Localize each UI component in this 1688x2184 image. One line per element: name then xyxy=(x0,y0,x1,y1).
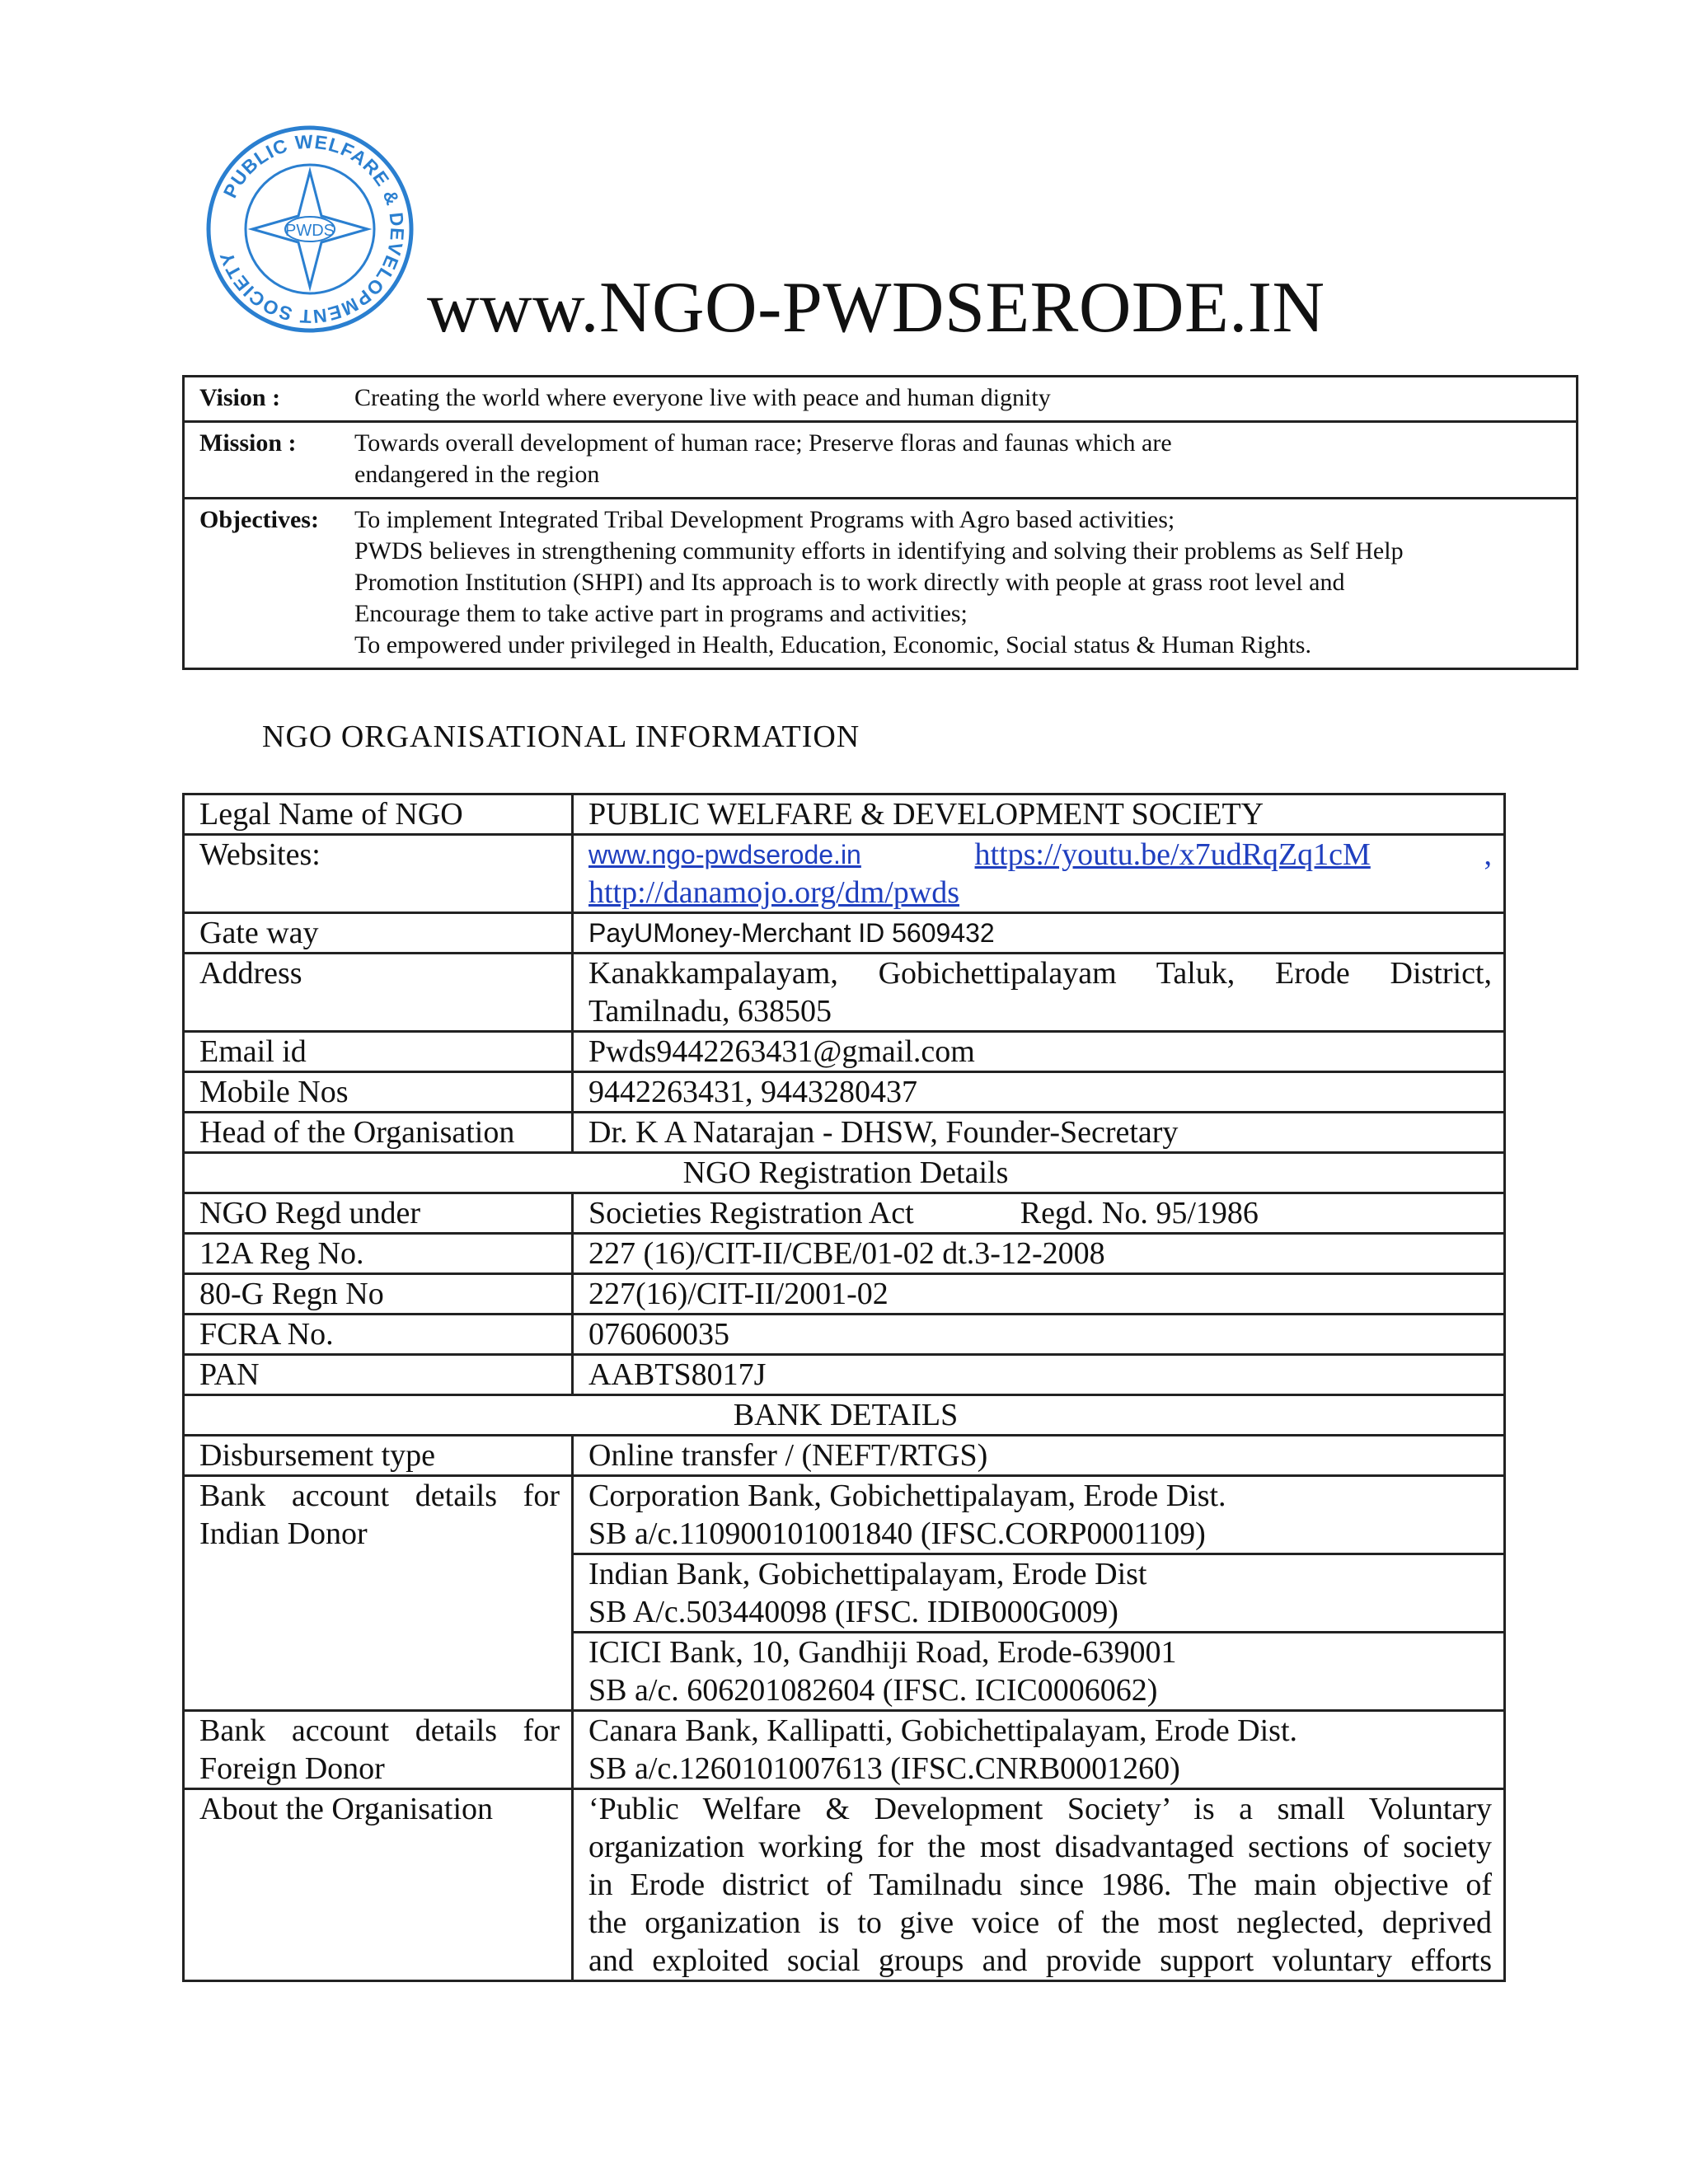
objectives-line: Promotion Institution (SHPI) and Its approach is to work directly with people at grass root level and xyxy=(354,569,1345,596)
table-row xyxy=(184,954,1505,1032)
head-value: Dr. K A Natarajan - DHSW, Founder-Secretary xyxy=(573,1113,1505,1153)
logo-center-text: PWDS xyxy=(285,222,335,240)
objectives-line: Encourage them to take active part in programs and activities; xyxy=(354,600,968,627)
table-row xyxy=(184,1032,1505,1072)
website-link-main[interactable]: www.ngo-pwdserode.in xyxy=(588,840,861,869)
indian-donor-label-line: Bank account details for xyxy=(199,1479,560,1513)
bank-line: SB a/c.110900101001840 (IFSC.CORP0001109) xyxy=(588,1516,1206,1551)
table-row xyxy=(184,835,1505,913)
table-row xyxy=(184,1072,1505,1113)
indian-donor-label xyxy=(184,1476,573,1711)
indian-donor-label-line: Indian Donor xyxy=(199,1516,368,1551)
bank-line: SB A/c.503440098 (IFSC. IDIB000G009) xyxy=(588,1595,1118,1629)
vision-mission-table xyxy=(182,375,1578,670)
table-row xyxy=(184,794,1505,835)
address-line: Tamilnadu, 638505 xyxy=(588,994,832,1029)
foreign-bank xyxy=(573,1711,1505,1789)
foreign-donor-label-line: Bank account details for xyxy=(199,1713,560,1748)
pan-value: AABTS8017J xyxy=(573,1355,1505,1395)
bank-heading: BANK DETAILS xyxy=(184,1395,1505,1436)
site-title: www.NGO-PWDSERODE.IN xyxy=(427,268,1325,348)
reg80g-value: 227(16)/CIT-II/2001-02 xyxy=(573,1274,1505,1315)
legal-name-label: Legal Name of NGO xyxy=(184,794,573,835)
mission-line: Towards overall development of human race; Preserve floras and faunas which are xyxy=(354,429,1172,457)
pwds-logo xyxy=(204,124,415,335)
about-line: organization working for the most disadvantaged sections of society xyxy=(588,1830,1492,1864)
reg80g-label: 80-G Regn No xyxy=(184,1274,573,1315)
email-label: Email id xyxy=(184,1032,573,1072)
email-value: Pwds9442263431@gmail.com xyxy=(573,1032,1505,1072)
table-row xyxy=(184,1436,1505,1476)
foreign-donor-label xyxy=(184,1711,573,1789)
website-link-youtube[interactable]: https://youtu.be/x7udRqZq1cM xyxy=(974,837,1371,872)
reg12a-value: 227 (16)/CIT-II/CBE/01-02 dt.3-12-2008 xyxy=(573,1234,1505,1274)
objectives-text xyxy=(340,499,1578,669)
about-line: ‘Public Welfare & Development Society’ is a small Voluntary xyxy=(588,1792,1492,1826)
table-row xyxy=(184,1274,1505,1315)
about-line: the organization is to give voice of the most neglected, deprived xyxy=(588,1905,1492,1940)
table-row xyxy=(184,913,1505,954)
org-info-table xyxy=(182,793,1506,1982)
table-row xyxy=(184,1395,1505,1436)
about-label: About the Organisation xyxy=(184,1789,573,1981)
bank-line: SB a/c.1260101007613 (IFSC.CNRB0001260) xyxy=(588,1751,1180,1786)
objectives-label: Objectives: xyxy=(184,499,340,669)
mobile-label: Mobile Nos xyxy=(184,1072,573,1113)
bank-line: Indian Bank, Gobichettipalayam, Erode Dist xyxy=(588,1557,1147,1591)
regd-under-value xyxy=(573,1193,1505,1234)
gateway-label: Gate way xyxy=(184,913,573,954)
section-heading: NGO ORGANISATIONAL INFORMATION xyxy=(262,719,860,754)
disbursement-label: Disbursement type xyxy=(184,1436,573,1476)
mission-text xyxy=(340,422,1578,499)
objectives-line: To implement Integrated Tribal Development Programs with Agro based activities; xyxy=(354,506,1175,533)
regd-under-act: Societies Registration Act xyxy=(588,1196,914,1230)
indian-bank-2 xyxy=(573,1554,1505,1633)
table-row xyxy=(184,1355,1505,1395)
indian-bank-1 xyxy=(573,1476,1505,1554)
objectives-line: To empowered under privileged in Health, Education, Economic, Social status & Human Rights. xyxy=(354,631,1311,658)
website-separator: , xyxy=(1484,837,1492,872)
bank-line: Canara Bank, Kallipatti, Gobichettipalayam, Erode Dist. xyxy=(588,1713,1298,1748)
vision-label: Vision : xyxy=(184,377,340,422)
mission-line: endangered in the region xyxy=(354,461,600,488)
table-row xyxy=(184,1789,1505,1981)
websites-value xyxy=(573,835,1505,913)
table-row xyxy=(184,1476,1505,1554)
about-text xyxy=(573,1789,1505,1981)
mission-row xyxy=(184,422,1578,499)
indian-bank-3 xyxy=(573,1633,1505,1711)
registration-heading: NGO Registration Details xyxy=(184,1153,1505,1193)
foreign-donor-label-line: Foreign Donor xyxy=(199,1751,385,1786)
table-row xyxy=(184,1315,1505,1355)
vision-text: Creating the world where everyone live with peace and human dignity xyxy=(340,377,1578,422)
mission-label: Mission : xyxy=(184,422,340,499)
head-label: Head of the Organisation xyxy=(184,1113,573,1153)
table-row xyxy=(184,1153,1505,1193)
table-row xyxy=(184,1113,1505,1153)
bank-line: SB a/c. 606201082604 (IFSC. ICIC0006062) xyxy=(588,1673,1158,1708)
about-line: in Erode district of Tamilnadu since 1986. The main objective of xyxy=(588,1868,1492,1902)
bank-line: Corporation Bank, Gobichettipalayam, Erode Dist. xyxy=(588,1479,1226,1513)
address-value xyxy=(573,954,1505,1032)
table-row xyxy=(184,1193,1505,1234)
about-line: and exploited social groups and provide support voluntary efforts xyxy=(588,1943,1492,1978)
fcra-label: FCRA No. xyxy=(184,1315,573,1355)
legal-name-value: PUBLIC WELFARE & DEVELOPMENT SOCIETY xyxy=(573,794,1505,835)
objectives-row xyxy=(184,499,1578,669)
bank-line: ICICI Bank, 10, Gandhiji Road, Erode-639001 xyxy=(588,1635,1177,1670)
regd-under-label: NGO Regd under xyxy=(184,1193,573,1234)
address-label: Address xyxy=(184,954,573,1032)
website-link-danamojo[interactable]: http://danamojo.org/dm/pwds xyxy=(588,875,960,910)
objectives-line: PWDS believes in strengthening community efforts in identifying and solving their problems as Self Help xyxy=(354,537,1404,565)
gateway-value: PayUMoney-Merchant ID 5609432 xyxy=(573,913,1505,954)
table-row xyxy=(184,1711,1505,1789)
disbursement-value: Online transfer / (NEFT/RTGS) xyxy=(573,1436,1505,1476)
vision-row xyxy=(184,377,1578,422)
websites-label: Websites: xyxy=(184,835,573,913)
regd-under-number: Regd. No. 95/1986 xyxy=(1020,1196,1259,1230)
mobile-value: 9442263431, 9443280437 xyxy=(573,1072,1505,1113)
pan-label: PAN xyxy=(184,1355,573,1395)
fcra-value: 076060035 xyxy=(573,1315,1505,1355)
table-row xyxy=(184,1234,1505,1274)
reg12a-label: 12A Reg No. xyxy=(184,1234,573,1274)
address-line: Kanakkampalayam, Gobichettipalayam Taluk, Erode District, xyxy=(588,956,1492,991)
logo-ring-text: PUBLIC WELFARE & DEVELOPMENT SOCIETY xyxy=(215,130,409,328)
